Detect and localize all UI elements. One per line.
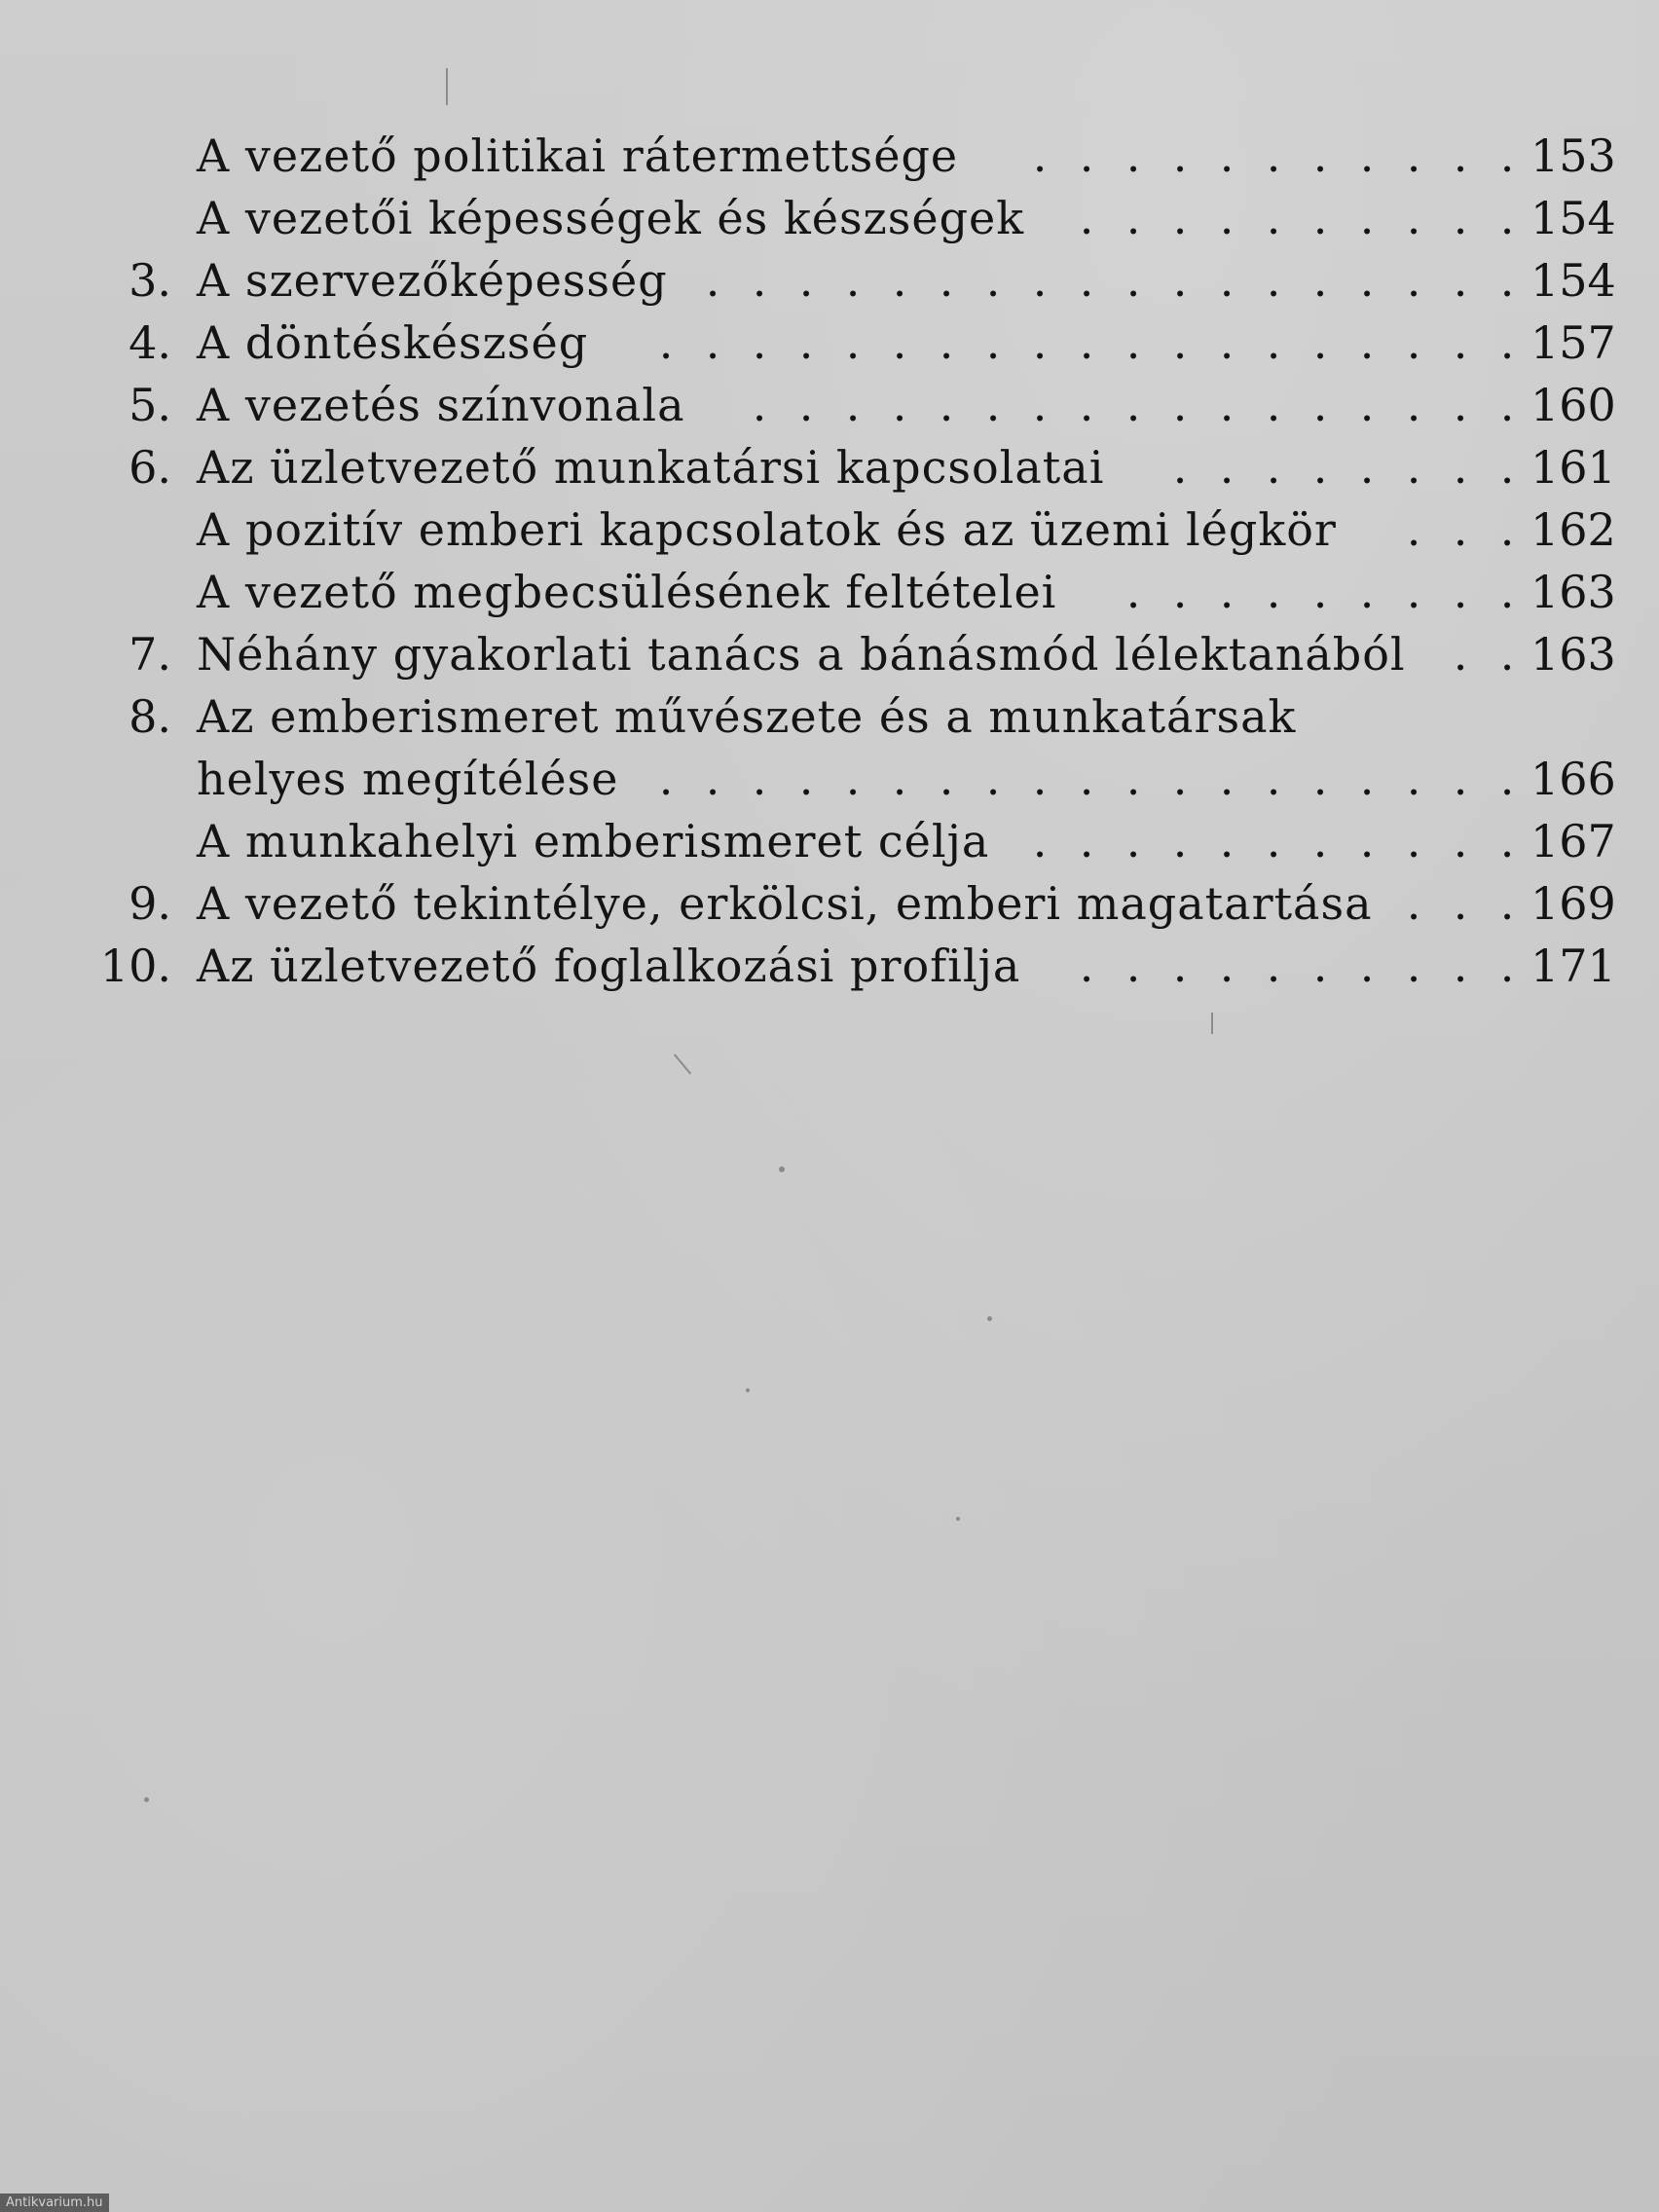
toc-dot-leader: . . . . . . . . . [1125,566,1515,618]
toc-dot-leader: . . . . . . . . . . . . . . . . . [752,379,1515,431]
toc-entry [0,249,1659,312]
toc-entry-number: 7. [129,628,171,681]
toc-dot-leader: . . [1453,628,1515,681]
toc-dot-leader: . . . . . . . . . . . [1032,129,1515,182]
table-of-contents [0,125,1659,997]
toc-entry [0,810,1659,872]
toc-dot-leader: . . . . . . . . . . . . . . . . . . . [658,316,1515,369]
toc-entry [0,436,1659,498]
toc-entry-number: 4. [129,316,171,369]
paper-scratch [674,1053,691,1074]
toc-entry-title: A vezetés színvonala [197,379,685,431]
toc-entry-number: 6. [129,441,171,494]
toc-entry-title: Az üzletvezető foglalkozási profilja [197,940,1021,992]
toc-entry-title: Néhány gyakorlati tanács a bánásmód lélektanából [197,628,1406,681]
toc-entry [0,685,1659,748]
toc-entry-page: 163 [1530,628,1616,681]
toc-entry [0,623,1659,685]
toc-entry-page: 161 [1530,441,1616,494]
toc-entry [0,187,1659,249]
paper-scratch [1211,1013,1213,1034]
toc-entry-title: helyes megítélése [197,753,619,805]
toc-entry-title: A vezető politikai rátermettsége [197,129,959,182]
toc-dot-leader: . . . [1406,503,1515,556]
toc-entry-title: A munkahelyi emberismeret célja [197,815,990,867]
toc-entry-number: 10. [99,940,171,992]
toc-entry-page: 166 [1530,753,1616,805]
toc-entry-page: 162 [1530,503,1616,556]
toc-entry [0,872,1659,935]
paper-speck [746,1388,750,1392]
toc-entry-page: 169 [1530,877,1616,930]
paper-scratch [446,68,448,105]
toc-entry-page: 167 [1530,815,1616,867]
toc-dot-leader: . . . [1406,877,1515,930]
toc-entry-title: A pozitív emberi kapcsolatok és az üzemi légkör [197,503,1337,556]
toc-entry [0,748,1659,810]
paper-speck [779,1166,785,1172]
toc-dot-leader: . . . . . . . . . . . . . . . . . . . [658,753,1515,805]
toc-entry-title: Az emberismeret művészete és a munkatársak [197,690,1297,743]
toc-dot-leader: . . . . . . . . . . . . . . . . . . [705,254,1515,307]
toc-entry [0,935,1659,997]
toc-entry-number: 9. [129,877,171,930]
paper-speck [987,1316,992,1321]
toc-entry [0,312,1659,374]
toc-entry-title: A vezetői képességek és készségek [197,192,1025,244]
toc-entry-title: A vezető tekintélye, erkölcsi, emberi magatartása [197,877,1373,930]
watermark: Antikvarium.hu [0,2194,109,2212]
toc-entry-page: 153 [1530,129,1616,182]
toc-entry-page: 154 [1530,254,1616,307]
toc-entry [0,374,1659,436]
toc-entry-page: 171 [1530,940,1616,992]
toc-entry-page: 157 [1530,316,1616,369]
toc-entry-page: 160 [1530,379,1616,431]
toc-entry-title: A szervezőképesség [197,254,668,307]
toc-entry [0,125,1659,187]
toc-entry [0,561,1659,623]
paper-speck [956,1517,960,1521]
toc-entry-page: 163 [1530,566,1616,618]
toc-dot-leader: . . . . . . . . [1172,441,1515,494]
toc-dot-leader: . . . . . . . . . . . [1032,815,1515,867]
toc-entry-number: 5. [129,379,171,431]
toc-entry [0,498,1659,561]
toc-dot-leader: . . . . . . . . . . [1079,940,1515,992]
toc-entry-number: 3. [129,254,171,307]
toc-entry-number: 8. [129,690,171,743]
toc-entry-page: 154 [1530,192,1616,244]
toc-entry-title: A vezető megbecsülésének feltételei [197,566,1057,618]
toc-dot-leader: . . . . . . . . . . [1079,192,1515,244]
paper-speck [144,1797,149,1802]
toc-entry-title: A döntéskészség [197,316,589,369]
toc-entry-title: Az üzletvezető munkatársi kapcsolatai [197,441,1105,494]
